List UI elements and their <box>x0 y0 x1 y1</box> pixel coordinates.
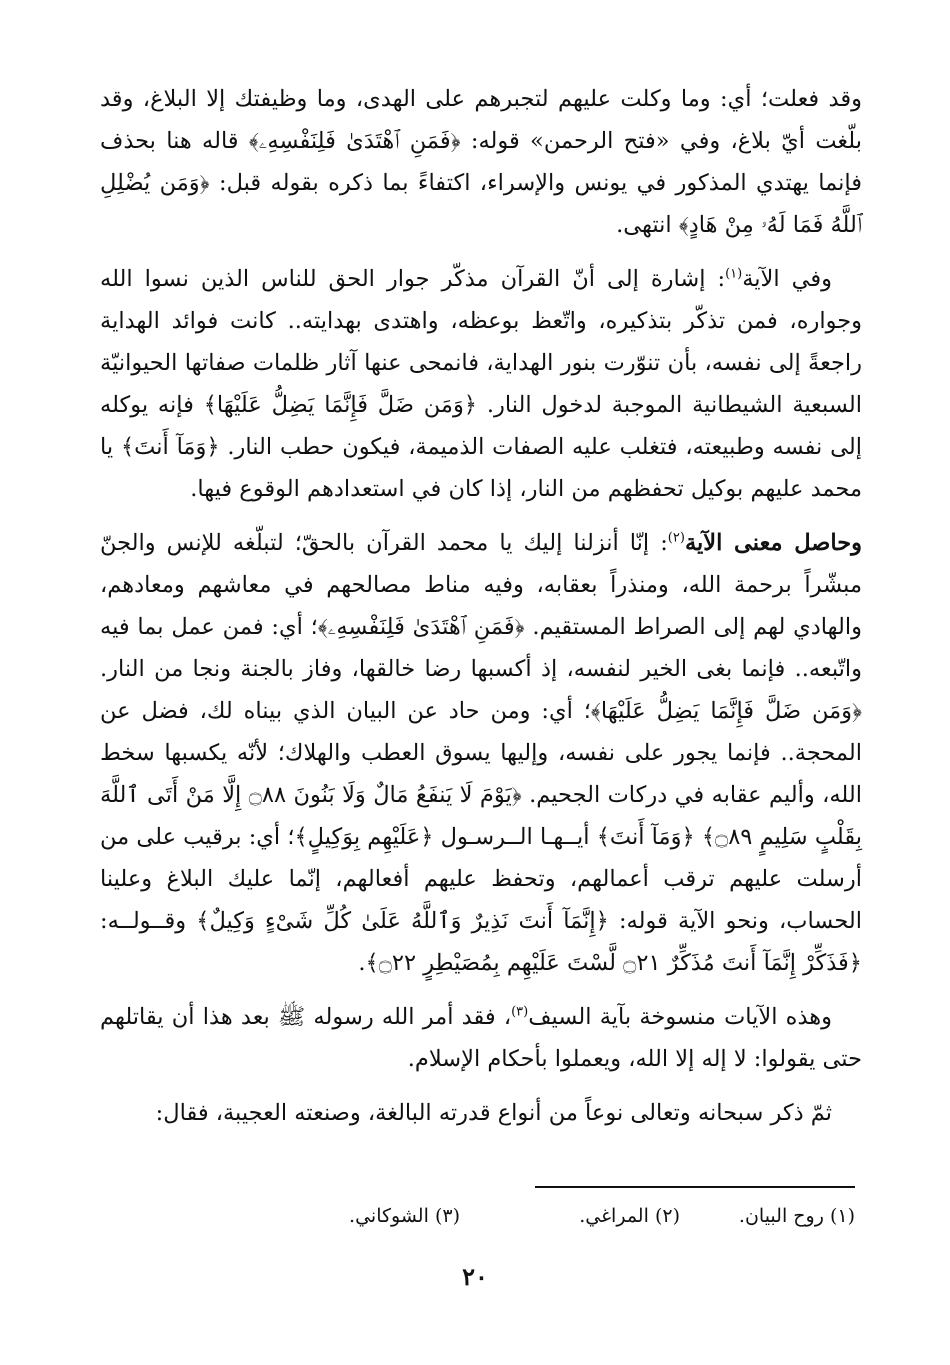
footnote-1 <box>680 1205 855 1227</box>
footnote-ref: (٢) <box>667 530 685 546</box>
text: ثمّ ذكر سبحانه وتعالى نوعاً من أنواع قدرته البالغة، وصنعته العجيبة، فقال: <box>155 1100 832 1126</box>
quran-verse: ﴿فَذَكِّرْ إِنَّمَآ أَنتَ مُذَكِّرٌ ۝٢١ لَّسْتَ عَلَيْهِم بِمُصَيْطِرٍ ۝٢٢﴾ <box>365 950 862 976</box>
text: ؛ أي: برقيب على من أرسلت عليهم ترقب أعمالهم، وتحفظ عليهم أفعالهم، إنّما عليك البلاغ وعلينا الحساب، ونحو الآية قوله: <box>100 824 862 934</box>
footnote-divider <box>535 1186 855 1188</box>
quran-verse: ﴿إِنَّمَآ أَنتَ نَذِيرٌ وَٱللَّهُ عَلَىٰ كُلِّ شَىْءٍ وَكِيلٌ﴾ <box>196 908 609 934</box>
quran-verse: ﴿وَمَن ضَلَّ فَإِنَّمَا يَضِلُّ عَلَيْهَا﴾ <box>203 392 477 418</box>
footnote-number: (١) <box>829 1205 855 1227</box>
text: وفي الآية <box>742 266 833 292</box>
text <box>695 824 702 850</box>
footnote-2 <box>460 1205 680 1227</box>
page-number: ٢٠ <box>462 1262 488 1291</box>
quran-verse: ﴿وَمَآ أَنتَ﴾ <box>120 434 220 460</box>
text: وقــولــه: <box>100 908 197 934</box>
text: ، فقد أمر الله رسوله ﷺ بعد هذا أن يقاتلهم حتى يقولوا: لا إله إلا الله، ويعملوا بأحكام الإسلام. <box>100 1004 862 1072</box>
text: : إشارة إلى أنّ القرآن مذكّر جوار الحق للناس الذين نسوا الله وجواره، فمن تذكّر بتذكيره، واتّعظ بوعظه، واهتدى بهدايته.. كانت فوائد الهداية راجعةً إلى نفسه، بأن تنوّرت بنور الهداية، فانمحى عنها آثار ظلمات صفاتها الحيوانيّة السبعية الشيطانية الموجبة لدخول النار. <box>100 266 863 418</box>
footnote-ref: (١) <box>725 266 743 282</box>
text: وقد فعلت؛ أي: وما وكلت عليهم لتجبرهم على الهدى، وما وظيفتك إلا البلاغ، وقد بلّغت أيّ بلاغ، وفي «فتح الرحمن» قوله: <box>100 86 862 154</box>
footnote-text: الشوكاني. <box>349 1205 429 1227</box>
text: . <box>358 950 366 976</box>
text: ؛ أي: فمن عمل بما فيه واتّبعه.. فإنما بغى الخير لنفسه، إذ أكسبها رضا خالقها، وفاز بالجنة ونجا من النار. <box>100 614 862 682</box>
quran-verse: ﴿يَوْمَ لَا يَنفَعُ مَالٌ وَلَا بَنُونَ ۝٨٨ إِلَّا مَنْ أَتَى ٱللَّهَ بِقَلْبٍ سَلِيمٍ ۝٨٩﴾ <box>100 782 863 850</box>
footnote-text: المراغي. <box>579 1205 649 1227</box>
text: يا محمد عليهم بوكيل تحفظهم من النار، إذا كان في استعدادهم الوقوع فيها. <box>100 434 862 502</box>
paragraph-2 <box>100 258 862 510</box>
text: ؛ أي: ومن حاد عن البيان الذي بيناه لك، فضل عن المحجة.. فإنما يجور على نفسه، وإليها يسوق العطب والهلاك؛ لأنّه يكسبها سخط الله، وأليم عقابه في دركات الجحيم. <box>100 698 862 808</box>
paragraph-5 <box>100 1092 862 1134</box>
quran-verse: ﴿فَمَنِ ٱهْتَدَىٰ فَلِنَفْسِهِۦ﴾ <box>248 128 461 154</box>
paragraph-4 <box>100 996 862 1080</box>
text: وهذه الآيات منسوخة بآية السيف <box>528 1004 833 1030</box>
quran-verse: ﴿فَمَنِ ٱهْتَدَىٰ فَلِنَفْسِهِۦ﴾ <box>317 614 525 640</box>
text: انتهى. <box>616 212 679 238</box>
text: أيــهـا الــرسـول <box>433 824 597 850</box>
footnotes <box>100 1205 855 1227</box>
text: فإنه يوكله إلى نفسه وطبيعته، فتغلب عليه الصفات الذميمة، فيكون حطب النار. <box>100 392 862 460</box>
quran-verse: ﴿وَمَآ أَنتَ﴾ <box>596 824 695 850</box>
footnote-number: (٢) <box>654 1205 680 1227</box>
text: قاله هنا بحذف فإنما يهتدي المذكور في يونس والإسراء، اكتفاءً بما ذكره بقوله قبل: <box>100 128 862 196</box>
paragraph-1 <box>100 78 862 246</box>
paragraph-3 <box>100 522 862 984</box>
quran-verse: ﴿وَمَن ضَلَّ فَإِنَّمَا يَضِلُّ عَلَيْهَا﴾ <box>590 698 862 724</box>
footnote-3 <box>349 1205 460 1227</box>
text: : إنّا أنزلنا إليك يا محمد القرآن بالحقّ؛ لتبلّغه للإنس والجنّ مبشّراً برحمة الله، ومنذراً بعقابه، وفيه مناط مصالحهم في معاشهم ومعادهم، والهادي لهم إلى الصراط المستقيم. <box>100 530 862 640</box>
section-lead: وحاصل معنى الآية <box>684 530 862 556</box>
quran-verse: ﴿وَمَن يُضْلِلِ ٱللَّهُ فَمَا لَهُۥ مِنْ هَادٍ﴾ <box>100 170 862 238</box>
footnote-number: (٣) <box>434 1205 460 1227</box>
footnote-text: روح البيان. <box>738 1205 824 1227</box>
body-text <box>100 78 862 1146</box>
quran-verse: ﴿عَلَيْهِم بِوَكِيلٍ﴾ <box>294 824 434 850</box>
footnote-ref: (٣) <box>511 1004 529 1020</box>
